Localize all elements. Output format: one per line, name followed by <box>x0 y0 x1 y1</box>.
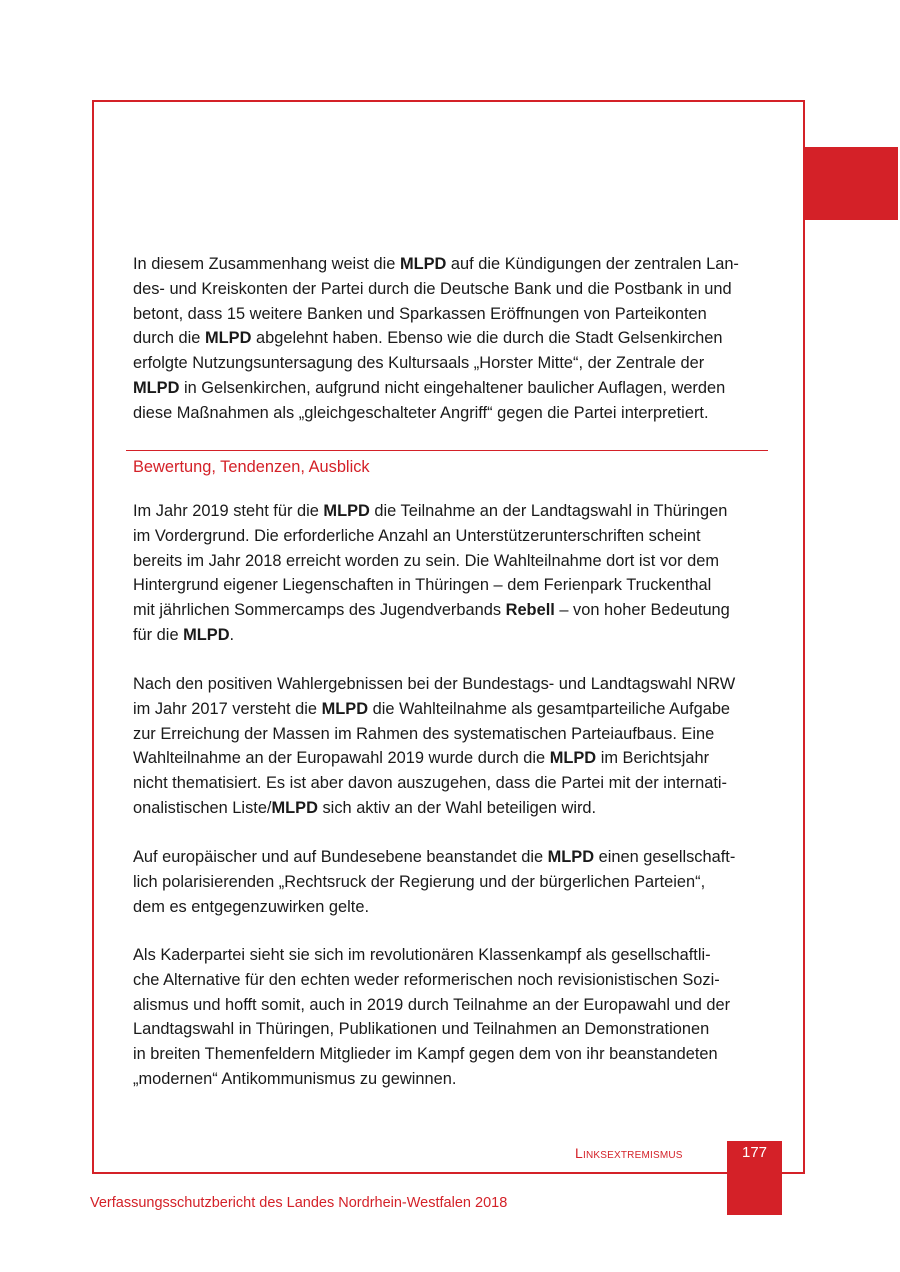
text-segment: im Berichtsjahr <box>596 749 710 768</box>
text-segment: betont, dass 15 weitere Banken und Sparkassen Eröffnungen von Parteikonten <box>133 304 707 323</box>
section-heading: Bewertung, Tendenzen, Ausblick <box>133 458 370 476</box>
paragraph-wahlteilnahme <box>133 672 773 821</box>
bold-term: MLPD <box>271 798 318 817</box>
text-segment: abgelehnt haben. Ebenso wie die durch die Stadt Gelsenkirchen <box>251 329 723 348</box>
paragraph-kontenkuendigung <box>133 252 773 426</box>
text-segment: Landtagswahl in Thüringen, Publikationen und Teilnahmen an Demonstrationen <box>133 1020 710 1039</box>
text-line <box>133 746 773 771</box>
text-segment: im Vordergrund. Die erforderliche Anzahl an Unterstützerunterschriften scheint <box>133 526 701 545</box>
text-line <box>133 623 773 648</box>
text-line <box>133 870 773 895</box>
text-segment: – von hoher Bedeutung <box>554 601 730 620</box>
text-line <box>133 401 773 426</box>
text-line <box>133 771 773 796</box>
section-divider <box>126 450 768 451</box>
bold-term: MLPD <box>183 625 230 644</box>
footer-publication-title: Verfassungsschutzbericht des Landes Nordrhein-Westfalen 2018 <box>90 1195 508 1211</box>
text-segment: Im Jahr 2019 steht für die <box>133 502 324 520</box>
bold-term: MLPD <box>204 329 252 348</box>
bold-term: MLPD <box>549 749 597 768</box>
text-segment: die Wahlteilnahme als gesamtparteiliche Aufgabe <box>368 699 731 718</box>
bold-term: MLPD <box>321 699 369 718</box>
text-segment: erfolgte Nutzungsuntersagung des Kultursaals „Horster Mitte“, der Zentrale der <box>133 354 705 373</box>
text-segment: dem es entgegenzuwirken gelte. <box>133 897 369 916</box>
text-line <box>133 302 773 327</box>
text-segment: In diesem Zusammenhang weist die <box>133 255 400 273</box>
text-segment: onalistischen Liste/ <box>133 798 272 817</box>
text-segment: Hintergrund eigener Liegenschaften in Thüringen – dem Ferienpark Truckenthal <box>133 576 712 595</box>
text-segment: für die <box>133 625 184 644</box>
text-line <box>133 524 773 549</box>
text-line <box>133 573 773 598</box>
text-line <box>133 722 773 747</box>
text-segment: lich polarisierenden „Rechtsruck der Regierung und der bürgerlichen Parteien“, <box>133 872 706 891</box>
bold-term: Rebell <box>505 601 555 620</box>
paragraph-landtagswahl-thueringen <box>133 499 773 648</box>
text-segment: mit jährlichen Sommercamps des Jugendverbands <box>133 601 506 620</box>
text-segment: im Jahr 2017 versteht die <box>133 699 322 718</box>
bold-term: MLPD <box>399 255 447 273</box>
text-line <box>133 252 773 277</box>
text-segment: Als Kaderpartei sieht sie sich im revolutionären Klassenkampf als gesellschaftli- <box>133 946 711 964</box>
text-segment: die Teilnahme an der Landtagswahl in Thüringen <box>369 502 728 520</box>
text-line <box>133 598 773 623</box>
text-segment: bereits im Jahr 2018 erreicht worden zu sein. Die Wahlteilnahme dort ist vor dem <box>133 551 720 570</box>
text-segment: einen gesellschaft- <box>594 848 736 866</box>
text-line <box>133 672 773 697</box>
text-line <box>133 993 773 1018</box>
text-line <box>133 968 773 993</box>
text-line <box>133 1067 773 1092</box>
text-segment: Auf europäischer und auf Bundesebene beanstandet die <box>133 848 548 866</box>
page-number: 177 <box>741 1144 768 1161</box>
bold-term: MLPD <box>547 848 595 866</box>
text-segment: sich aktiv an der Wahl beteiligen wird. <box>317 798 597 817</box>
text-line <box>133 376 773 401</box>
text-segment: che Alternative für den echten weder reformerischen noch revisionistischen Sozi- <box>133 970 720 989</box>
bold-term: MLPD <box>323 502 370 520</box>
text-segment: Nach den positiven Wahlergebnissen bei der Bundestags- und Landtagswahl NRW <box>133 675 736 693</box>
text-segment: . <box>229 625 235 644</box>
text-segment: durch die <box>133 329 205 348</box>
text-segment: in breiten Themenfeldern Mitglieder im Kampf gegen dem von ihr beanstandeten <box>133 1045 718 1064</box>
text-segment: diese Maßnahmen als „gleichgeschalteter Angriff“ gegen die Partei interpretiert. <box>133 403 709 422</box>
text-segment: des- und Kreiskonten der Partei durch die Deutsche Bank und die Postbank in und <box>133 279 732 298</box>
text-line <box>133 549 773 574</box>
text-line <box>133 943 773 968</box>
text-line <box>133 845 773 870</box>
text-line <box>133 796 773 821</box>
chapter-tab-marker <box>805 147 898 220</box>
chapter-label: Linksextremismus <box>575 1145 683 1161</box>
text-segment: auf die Kündigungen der zentralen Lan- <box>446 255 739 273</box>
text-line <box>133 499 773 524</box>
text-line <box>133 326 773 351</box>
text-line <box>133 351 773 376</box>
text-line <box>133 697 773 722</box>
text-line <box>133 1017 773 1042</box>
text-segment: Wahlteilnahme an der Europawahl 2019 wurde durch die <box>133 749 550 768</box>
text-segment: nicht thematisiert. Es ist aber davon auszugehen, dass die Partei mit der internati- <box>133 774 728 793</box>
text-segment: in Gelsenkirchen, aufgrund nicht eingehaltener baulicher Auflagen, werden <box>179 378 726 397</box>
text-line <box>133 895 773 920</box>
paragraph-rechtsruck <box>133 845 773 919</box>
text-segment: zur Erreichung der Massen im Rahmen des systematischen Parteiaufbaus. Eine <box>133 724 715 743</box>
text-segment: „modernen“ Antikommunismus zu gewinnen. <box>133 1069 457 1088</box>
paragraph-kaderpartei <box>133 943 773 1092</box>
text-line <box>133 277 773 302</box>
text-segment: alismus und hofft somit, auch in 2019 durch Teilnahme an der Europawahl und der <box>133 995 731 1014</box>
text-line <box>133 1042 773 1067</box>
bold-term: MLPD <box>133 378 180 397</box>
